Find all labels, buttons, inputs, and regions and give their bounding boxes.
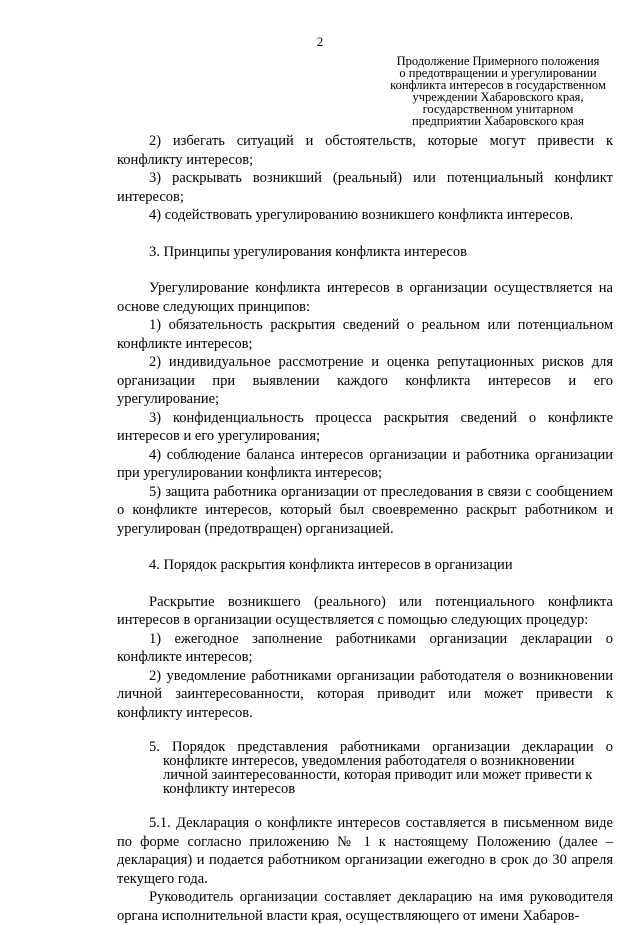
document-header: [380, 55, 616, 127]
header-line: учреждении Хабаровского края,: [412, 90, 584, 104]
list-item: 3) конфиденциальность процесса раскрытия сведений о конфликте интересов и его урегулирования;: [117, 409, 613, 444]
section-heading-continuation: конфликте интересов, уведомления работодателя о возникновении личной заинтересованности, которая приводит или может привести к конфликту интересов: [163, 753, 593, 797]
section-heading: [117, 740, 613, 754]
list-item: 1) обязательность раскрытия сведений о реальном или потенциальном конфликте интересов;: [117, 317, 613, 352]
paragraph: 5.1. Декларация о конфликте интересов составляется в письменном виде по форме согласно приложению № 1 к настоящему Положению (далее – декларация) и подается работником организации ежегодно в срок до 30 апреля текущего года.: [117, 815, 613, 887]
list-item: 5) защита работника организации от преследования в связи с сообщением о конфликте интересов, который был своевременно раскрыт работником и урегулирован (предотвращен) организацией.: [117, 483, 613, 537]
section-heading-first-line: 5. Порядок представления работниками организации декларации о: [149, 739, 613, 755]
list-item: 4) содействовать урегулированию возникшего конфликта интересов.: [149, 207, 574, 223]
section-heading: 3. Принципы урегулирования конфликта интересов: [149, 243, 467, 260]
document-body: [117, 132, 613, 925]
paragraph: Руководитель организации составляет декларацию на имя руководителя органа исполнительной власти края, осуществляющего от имени Хабаров-: [117, 889, 613, 924]
header-line: государственном унитарном: [422, 102, 574, 116]
list-item: 4) соблюдение баланса интересов организации и работника организации при урегулировании конфликта интересов;: [117, 446, 613, 481]
list-item: 2) уведомление работниками организации работодателя о возникновении личной заинтересованности, которая приводит или может привести к конфликту интересов.: [117, 667, 613, 721]
paragraph: Урегулирование конфликта интересов в организации осуществляется на основе следующих принципов:: [117, 280, 613, 315]
header-line: предприятии Хабаровского края: [412, 114, 584, 128]
list-item: 2) индивидуальное рассмотрение и оценка репутационных рисков для организации при выявлении каждого конфликта интересов и его урегулирование;: [117, 354, 613, 407]
header-line: о предотвращении и урегулировании: [399, 66, 597, 80]
header-line: Продолжение Примерного положения: [396, 54, 600, 68]
header-line: конфликта интересов в государственном: [390, 78, 606, 92]
paragraph: Раскрытие возникшего (реального) или потенциального конфликта интересов в организации осуществляется с помощью следующих процедур:: [117, 593, 613, 628]
list-item: 2) избегать ситуаций и обстоятельств, которые могут привести к конфликту интересов;: [117, 133, 613, 168]
section-heading: 4. Порядок раскрытия конфликта интересов в организации: [149, 557, 513, 573]
list-item: 3) раскрывать возникший (реальный) или потенциальный конфликт интересов;: [117, 170, 613, 205]
list-item: 1) ежегодное заполнение работниками организации декларации о конфликте интересов;: [117, 630, 613, 665]
page-number: 2: [316, 34, 324, 49]
